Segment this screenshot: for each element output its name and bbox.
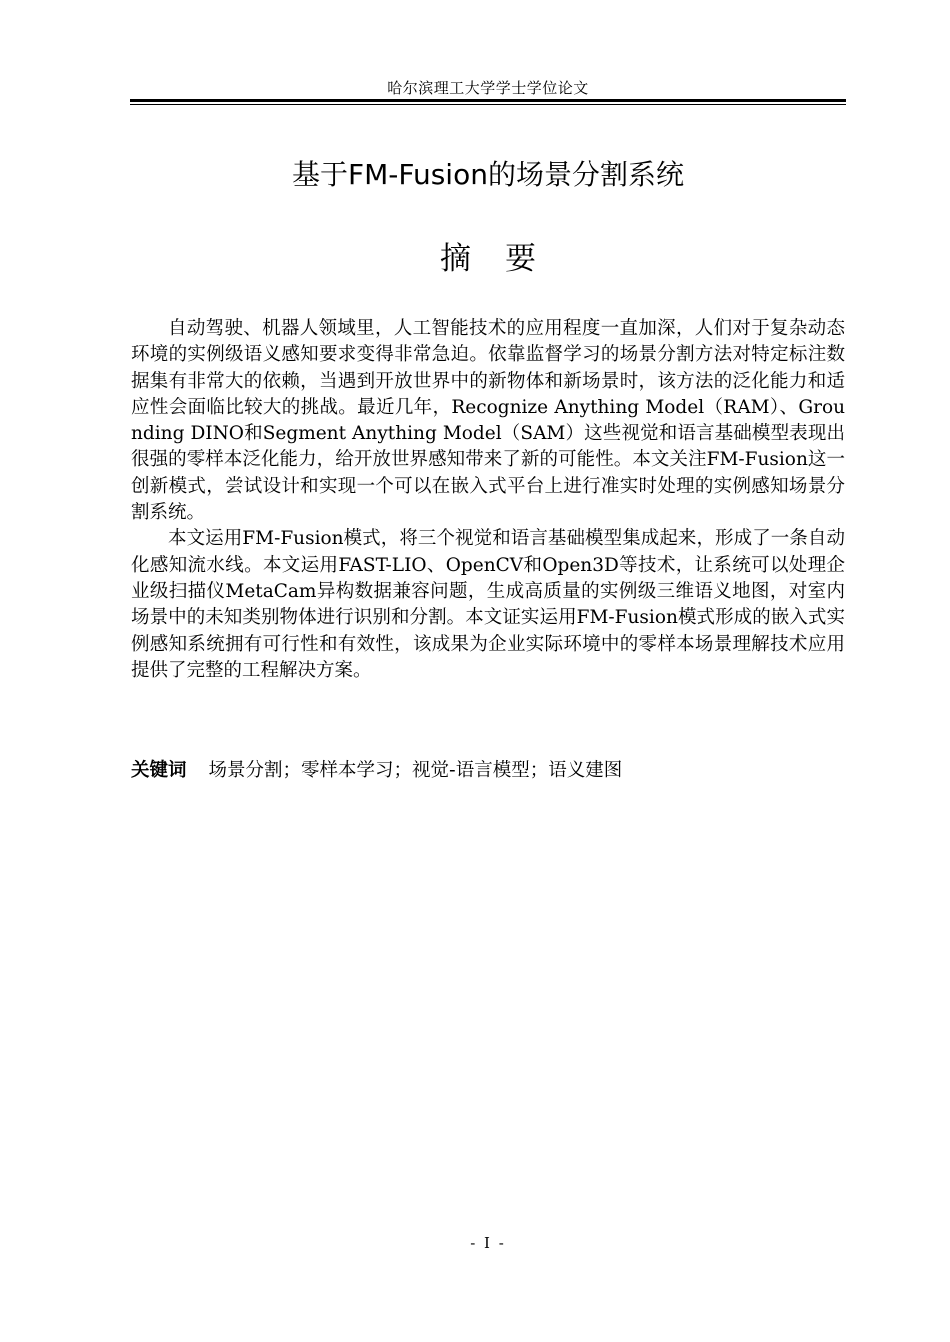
abstract-paragraph: 自动驾驶、机器人领域里，人工智能技术的应用程度一直加深，人们对于复杂动态环境的实例级语义感知要求变得非常急迫。依靠监督学习的场景分割方法对特定标注数据集有非常大的依赖，当遇到开放世界中的新物体和新场景时，该方法的泛化能力和适应性会面临比较大的挑战。最近几年，Recognize Anything Model（RAM）、Grounding DINO和Segment Anything Model（SAM）这些视觉和语言基础模型表现出很强的零样本泛化能力，给开放世界感知带来了新的可能性。本文关注FM-Fusion这一创新模式，尝试设计和实现一个可以在嵌入式平台上进行准实时处理的实例感知场景分割系统。	[131, 318, 845, 524]
abstract-paragraph: 本文运用FM-Fusion模式，将三个视觉和语言基础模型集成起来，形成了一条自动化感知流水线。本文运用FAST-LIO、OpenCV和Open3D等技术，让系统可以处理企业级扫描仪MetaCam异构数据兼容问题，生成高质量的实例级三维语义地图，对室内场景中的未知类别物体进行识别和分割。本文证实运用FM-Fusion模式形成的嵌入式实例感知系统拥有可行性和有效性，该成果为企业实际环境中的零样本场景理解技术应用提供了完整的工程解决方案。	[131, 528, 845, 681]
header-rule	[130, 99, 846, 102]
keywords-text: 场景分割；零样本学习；视觉-语言模型；语义建图	[208, 760, 623, 781]
abstract-heading: 摘要	[440, 241, 570, 277]
running-header: 哈尔滨理工大学学士学位论文	[387, 79, 589, 97]
page-number: - I -	[470, 1234, 506, 1252]
abstract-body	[131, 316, 845, 684]
thesis-title: 基于FM-Fusion的场景分割系统	[292, 158, 684, 191]
keywords-label: 关键词	[131, 760, 187, 781]
keywords-line	[131, 758, 845, 784]
header-rule-thin	[130, 104, 846, 105]
